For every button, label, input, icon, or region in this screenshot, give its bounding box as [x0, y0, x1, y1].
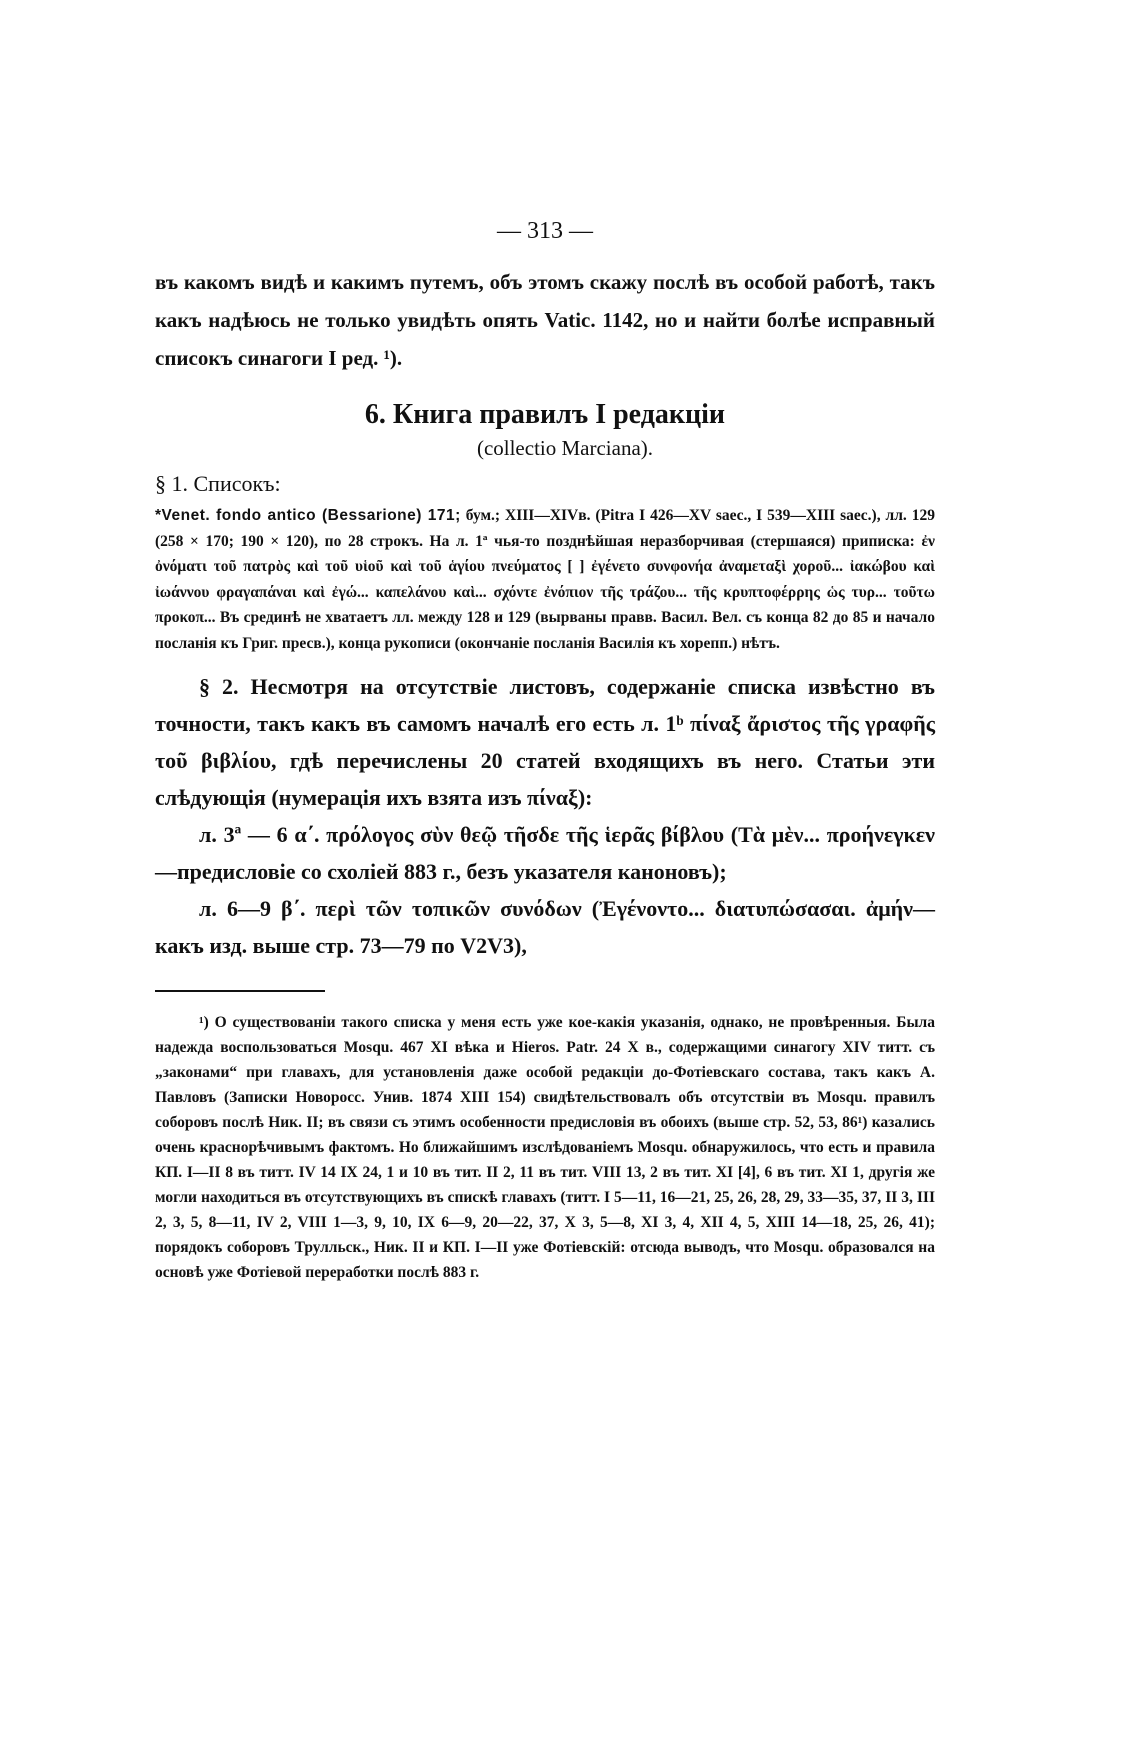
content-item-2: л. 6—9 β΄. περὶ τῶν τοπικῶν συνόδων (Ἐγένοντο... διατυπώσασαι. ἀμήν—какъ изд. выше стр. 73—79 по V2V3),	[155, 896, 935, 958]
section-2-paragraph: § 2. Несмотря на отсутствіе листовъ, содержаніе списка извѣстно въ точности, такъ какъ въ самомъ началѣ его есть л. 1ᵇ πίναξ ἄριστος τῆς γραφῆς τοῦ βιβλίου, гдѣ перечислены 20 статей входящихъ въ него. Статьи эти слѣдующія (нумерація ихъ взята изъ πίναξ):	[155, 674, 935, 810]
footnote: ¹) О существованіи такого списка у меня есть уже кое-какія указанія, однако, не провѣренныя. Была надежда воспользоваться Mosqu. 467 XI вѣка и Hieros. Patr. 24 X в., содержащими синагогу XIV титт. съ „законами“ при главахъ, для установленія даже особой редакціи до-Фотіевскаго состава, такъ какъ А. Павловъ (Записки Новоросс. Унив. 1874 XIII 154) свидѣтельствовалъ объ отсутствіи въ Mosqu. правилъ соборовъ послѣ Ник. II; въ связи съ этимъ особенности предисловія въ обоихъ (выше стр. 52, 53, 86¹) казались очень краснорѣчивымъ фактомъ. Но ближайшимъ изслѣдованіемъ Mosqu. обнаружилось, что есть и правила КП. I—II 8 въ титт. IV 14 IX 24, 1 и 10 въ тит. II 2, 11 въ тит. VIII 13, 2 въ тит. XI [4], 6 въ тит. XI 1, другія же могли находиться въ отсутствующихъ въ спискѣ главахъ (титт. I 5—11, 16—21, 25, 26, 28, 29, 33—35, 37, II 3, III 2, 3, 5, 8—11, IV 2, VIII 1—3, 9, 10, IX 6—9, 20—22, 37, X 3, 5—8, XI 3, 4, XII 4, 5, XIII 14—18, 25, 26, 41); порядокъ соборовъ Трулльск., Ник. II и КП. I—II уже Фотіевскій: отсюда выводъ, что Mosqu. образовался на основѣ уже Фотіевой переработки послѣ 883 г.	[155, 1014, 935, 1281]
manuscript-source: *Venet. fondo antico (Bessarione) 171;	[155, 507, 461, 524]
footnote-divider	[155, 990, 325, 992]
section-1-title: § 1. Списокъ:	[155, 471, 281, 496]
page	[155, 218, 935, 1285]
manuscript-description	[155, 503, 935, 656]
intro-paragraph: въ какомъ видѣ и какимъ путемъ, объ этомъ скажу послѣ въ особой работѣ, такъ какъ надѣюсь не только увидѣть опять Vatic. 1142, но и найти болѣе исправный списокъ синагоги I ред. ¹).	[155, 270, 935, 370]
manuscript-body: бум.; XIII—XIVв. (Pitra I 426—XV saec., I 539—XIII saec.), лл. 129 (258 × 170; 190 × 120), по 28 строкъ. На л. 1ª чья-то позднѣйшая неразборчивая (стершаяся) приписка: ἐν ὀνόματι τοῦ πατρὸς καὶ τοῦ υἱοῦ καὶ τοῦ ἁγίου πνεύματος [ ] ἐγένετο συνφονήα ἀναμεταξὶ χοροῦ... ἰακώβου καὶ ἰωάννου φραγαπάναι καὶ ἐγώ... καπελάνου καὶ... σχόντε ἐνόπιον τῆς τράζου... τῆς κρυπτοφέρρης ὡς τυρ... τοῦτω προκοπ... Въ срединѣ не хватаетъ лл. между 128 и 129 (вырваны правв. Васил. Вел. съ конца 82 до 85 и начало посланія къ Григ. пресв.), конца рукописи (окончаніе посланія Василія къ хорепп.) нѣтъ.	[155, 507, 935, 652]
chapter-subheading: (collectio Marciana).	[476, 436, 654, 460]
content-item-1: л. 3ª — 6 α΄. πρόλογος σὺν θεῷ τῆσδε τῆς ἱερᾶς βίβλου (Τὰ μὲν... προήνεγκεν—предисловіе со схоліей 883 г., безъ указателя каноновъ);	[155, 822, 935, 884]
chapter-heading: 6. Книга правилъ I редакціи	[364, 399, 726, 430]
page-number: — 313 —	[497, 218, 593, 244]
